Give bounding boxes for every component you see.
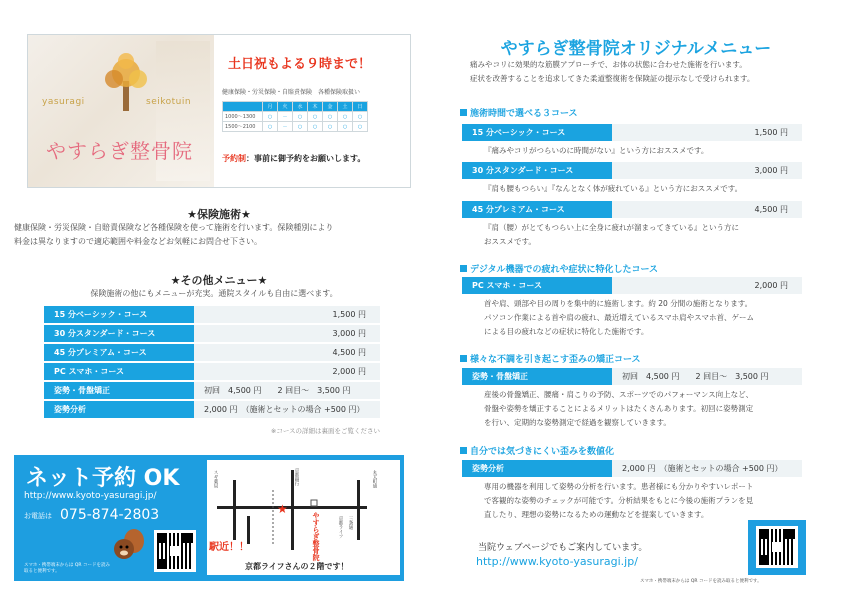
booking-url[interactable]: http://www.kyoto-yasuragi.jp/ <box>24 491 157 501</box>
menu-price: 2,000 円 <box>194 363 380 380</box>
web-qr-code-icon[interactable] <box>756 526 798 568</box>
menu-price: 初回 4,500 円 2 回目～ 3,500 円 <box>194 382 380 399</box>
clinic-photo <box>28 35 214 187</box>
other-menu-intro: 保険施術の他にもメニューが充実。通院スタイルも自由に選べます。 <box>90 289 338 298</box>
menu-name: 15 分ベーシック・コース <box>462 124 612 141</box>
original-menu-intro-1: 痛みやコリに効果的な筋膜アプローチで、お体の状態に合わせた施術を行います。 <box>470 60 747 69</box>
menu-desc: 産後の骨盤矯正、腰痛・肩こりの予防、スポーツでのパフォーマンス向上など、 <box>484 390 754 399</box>
section-heading-text: 様々な不調を引き起こす歪みの矯正コース <box>470 355 641 365</box>
mark: ○ <box>353 112 368 122</box>
mark: ○ <box>338 112 353 122</box>
section-heading-3 <box>460 352 641 365</box>
map-caption: 京都ライフさんの２階です！ <box>245 562 349 571</box>
map-label: 三条通 <box>348 516 353 530</box>
brand-en-left: yasuragi <box>42 97 85 107</box>
access-map <box>207 460 400 575</box>
menu-row <box>44 306 380 323</box>
reservation-note <box>222 153 365 164</box>
booking-box <box>14 455 404 581</box>
menu-price: 1,500 円 <box>194 306 380 323</box>
hero-card <box>27 34 411 188</box>
section-heading-4 <box>460 444 614 457</box>
menu-row <box>44 325 380 342</box>
map-label: 丸太町通 <box>372 470 377 488</box>
tel-label: お電話は <box>24 512 52 520</box>
menu-row <box>462 201 802 218</box>
menu-name: 15 分ベーシック・コース <box>44 306 194 323</box>
menu-row <box>462 460 802 477</box>
mark: ○ <box>308 122 323 132</box>
time-slot: 1500～2100 <box>223 122 263 132</box>
mark: ○ <box>293 112 308 122</box>
menu-name: 45 分プレミアム・コース <box>462 201 612 218</box>
section-heading-2 <box>460 262 658 275</box>
day-header: 水 <box>293 102 308 112</box>
insurance-text-2: 料金は異なりますので適応範囲や料金などお気軽にお問合せ下さい。 <box>14 237 262 246</box>
mark: ○ <box>338 122 353 132</box>
mark: ○ <box>323 112 338 122</box>
map-clinic-label: やすらぎ整骨院 <box>312 512 320 561</box>
menu-name: 30 分スタンダード・コース <box>44 325 194 342</box>
mark: － <box>278 122 293 132</box>
menu-desc: 『肩（腰）がとてもつらい上に全身に疲れが溜まってきている』という方に <box>484 223 739 232</box>
menu-row <box>44 363 380 380</box>
menu-price: 2,000 円 <box>612 277 802 294</box>
mark: － <box>278 112 293 122</box>
menu-name: 姿勢分析 <box>462 460 612 477</box>
menu-price: 3,000 円 <box>194 325 380 342</box>
menu-name: PC スマホ・コース <box>44 363 194 380</box>
mark: ○ <box>323 122 338 132</box>
menu-price: 2,000 円 （施術とセットの場合 +500 円） <box>194 401 380 418</box>
reservation-label: 予約制 <box>222 154 246 163</box>
section-heading-text: 自分では気づきにくい歪みを数値化 <box>470 447 615 457</box>
menu-price: 4,500 円 <box>612 201 802 218</box>
menu-price: 4,500 円 <box>194 344 380 361</box>
other-menu-title: ★その他メニュー★ <box>170 274 268 287</box>
menu-desc: による目の疲れなどの症状に特化した施術です。 <box>484 327 649 336</box>
clinic-star-icon: ★ <box>277 502 288 516</box>
brand-en-right: seikotuin <box>146 97 192 107</box>
time-slot: 1000～1300 <box>223 112 263 122</box>
booking-qr-code-icon[interactable] <box>154 530 196 572</box>
map-label: 京都銀行 <box>294 468 299 486</box>
reservation-text: ：事前に御予約をお願いします。 <box>246 154 366 163</box>
day-header: 月 <box>263 102 278 112</box>
original-menu-intro-2: 症状を改善することを追求してきた柔道整復術を保険証の提示なしで受けられます。 <box>470 74 755 83</box>
menu-desc: 専用の機器を利用して姿勢の分析を行います。患者様にも分かりやすいレポート <box>484 482 754 491</box>
menu-desc: で客観的な姿勢のチェックが可能です。分析結果をもとに今後の施術プランを見 <box>484 496 754 505</box>
menu-name: 姿勢・骨盤矯正 <box>44 382 194 399</box>
menu-price: 初回 4,500 円 2 回目～ 3,500 円 <box>612 368 802 385</box>
menu-desc: 骨盤や姿勢を矯正することによるメリットはたくさんあります。初回に姿勢測定 <box>484 404 754 413</box>
menu-desc: おススメです。 <box>484 237 536 246</box>
map-near-station: 駅近！！ <box>209 542 249 553</box>
menu-row <box>44 344 380 361</box>
menu-row <box>462 162 802 179</box>
schedule-corner <box>223 102 263 112</box>
day-header: 日 <box>353 102 368 112</box>
menu-desc: を行い、定期的な姿勢測定で経過を観察していきます。 <box>484 418 671 427</box>
section-heading-1 <box>460 106 578 119</box>
section-heading-text: 施術時間で選べる３コース <box>470 109 578 119</box>
day-header: 火 <box>278 102 293 112</box>
web-url[interactable]: http://www.kyoto-yasuragi.jp/ <box>476 555 638 568</box>
menu-row <box>44 401 380 418</box>
map-label: スギ薬局 <box>213 470 218 488</box>
mark: ○ <box>308 112 323 122</box>
original-menu-title: やすらぎ整骨院オリジナルメニュー <box>500 39 772 59</box>
mark: ○ <box>263 112 278 122</box>
web-qr-frame <box>748 520 806 575</box>
booking-title: ネット予約 OK <box>26 466 180 491</box>
insurance-text-1: 健康保険・労災保険・自賠責保険など各種保険を使って施術を行います。保険種別により <box>14 223 334 232</box>
menu-name: 45 分プレミアム・コース <box>44 344 194 361</box>
brand-name: やすらぎ整骨院 <box>46 139 193 163</box>
mark: ○ <box>353 122 368 132</box>
menu-row <box>44 382 380 399</box>
map-label: 京都ライフ <box>338 516 343 539</box>
tel-number[interactable]: 075-874-2803 <box>60 507 160 523</box>
hours-headline: 土日祝もよる９時まで！ <box>228 57 372 72</box>
menu-note: ※コースの詳細は裏面をご覧ください <box>270 427 380 435</box>
menu-desc: 首や肩、頭部や目の周りを集中的に施術します。約 20 分間の施術となります。 <box>484 299 753 308</box>
schedule-table <box>222 101 368 132</box>
insurance-line: 健康保険・労災保険・自賠責保険 各種保険取扱い <box>222 89 361 96</box>
mark: ○ <box>263 122 278 132</box>
insurance-title: ★保険施術★ <box>187 208 251 221</box>
menu-name: 30 分スタンダード・コース <box>462 162 612 179</box>
menu-desc: 『肩も腰もつらい』『なんとなく体が疲れている』という方におススメです。 <box>484 184 743 193</box>
menu-desc: 直したり、理想の姿勢になるための運動などを提案していきます。 <box>484 510 709 519</box>
menu-name: PC スマホ・コース <box>462 277 612 294</box>
hero-info <box>214 35 410 187</box>
mark: ○ <box>293 122 308 132</box>
section-heading-text: デジタル機器での疲れや症状に特化したコース <box>470 265 659 275</box>
booking-qr-note: スマホ・携帯端末からは QR コードを読み取ると便利です。 <box>24 563 110 574</box>
menu-name: 姿勢・骨盤矯正 <box>462 368 612 385</box>
day-header: 土 <box>338 102 353 112</box>
web-qr-note: スマホ・携帯端末からは QR コードを読み取ると便利です。 <box>640 579 762 584</box>
menu-name: 姿勢分析 <box>44 401 194 418</box>
web-text: 当院ウェブページでもご案内しています。 <box>478 543 648 553</box>
menu-price: 2,000 円 （施術とセットの場合 +500 円） <box>612 460 802 477</box>
menu-price: 1,500 円 <box>612 124 802 141</box>
day-header: 木 <box>308 102 323 112</box>
menu-desc: 『痛みやコリがつらいのに時間がない』という方におススメです。 <box>484 146 709 155</box>
menu-row <box>462 277 802 294</box>
menu-row <box>462 124 802 141</box>
day-header: 金 <box>323 102 338 112</box>
menu-row <box>462 368 802 385</box>
squirrel-mascot-icon <box>110 527 146 563</box>
menu-price: 3,000 円 <box>612 162 802 179</box>
menu-desc: パソコン作業による首や肩の疲れ、最近増えているスマホ肩やスマホ首、ゲーム <box>484 313 754 322</box>
